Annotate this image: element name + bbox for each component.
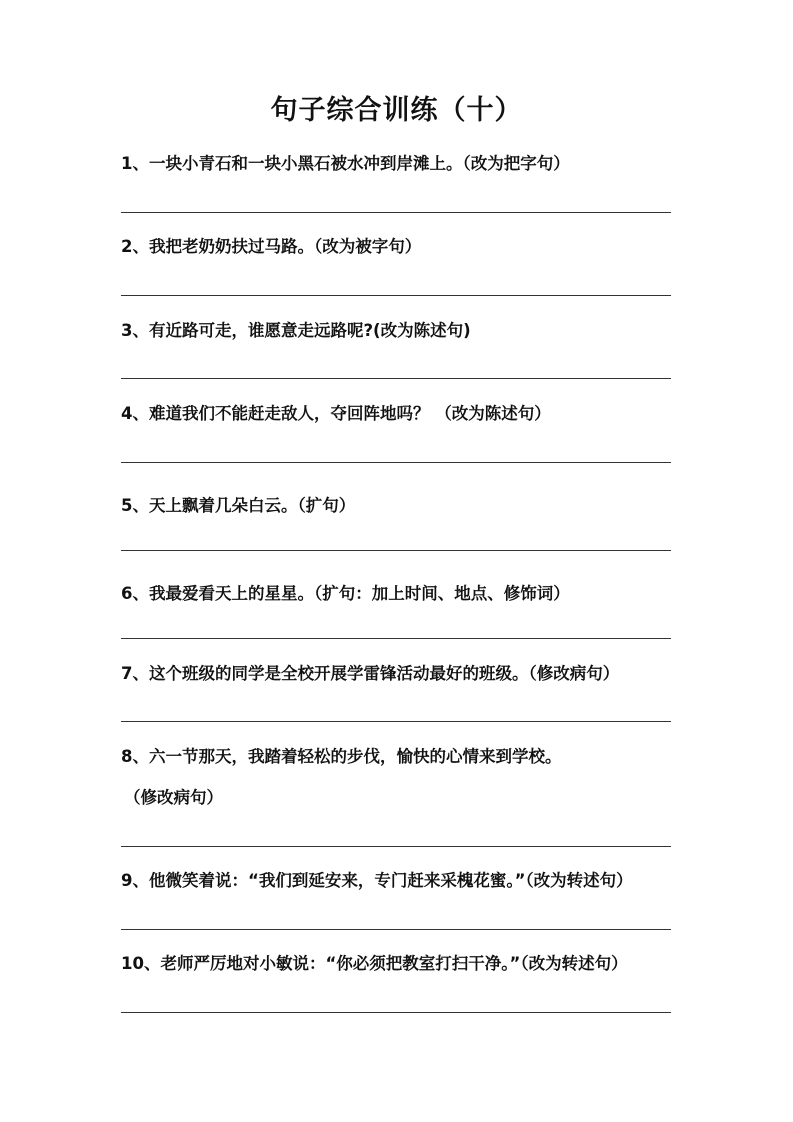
question-3: 3、有近路可走，谁愿意走远路呢?(改为陈述句) — [121, 321, 471, 340]
question-7: 7、这个班级的同学是全校开展学雷锋活动最好的班级。（修改病句） — [121, 664, 620, 683]
question-2: 2、我把老奶奶扶过马路。（改为被字句） — [121, 237, 422, 256]
question-10: 10、老师严厉地对小敏说：“你必须把教室打扫干净。”（改为转述句） — [121, 954, 628, 973]
question-5: 5、天上飘着几朵白云。（扩句） — [121, 496, 356, 515]
question-8: 8、六一节那天，我踏着轻松的步伐，愉快的心情来到学校。 — [121, 747, 562, 766]
question-9: 9、他微笑着说：“我们到延安来，专门赶来采槐花蜜。”（改为转述句） — [121, 871, 633, 890]
answer-line-8[interactable] — [121, 846, 671, 847]
answer-line-2[interactable] — [121, 295, 671, 296]
answer-line-9[interactable] — [121, 929, 671, 930]
question-4: 4、难道我们不能赶走敌人，夺回阵地吗？ （改为陈述句） — [121, 404, 551, 423]
page-title: 句子综合训练（十） — [270, 95, 523, 126]
answer-line-3[interactable] — [121, 378, 671, 379]
question-1: 1、一块小青石和一块小黑石被水冲到岸滩上。（改为把字句） — [121, 154, 570, 173]
answer-line-1[interactable] — [121, 212, 671, 213]
answer-line-6[interactable] — [121, 638, 671, 639]
question-6: 6、我最爱看天上的星星。（扩句：加上时间、地点、修饰词） — [121, 584, 570, 603]
answer-line-7[interactable] — [121, 721, 671, 722]
question-8-instruction: （修改病句） — [124, 788, 223, 807]
answer-line-5[interactable] — [121, 550, 671, 551]
answer-line-10[interactable] — [121, 1012, 671, 1013]
answer-line-4[interactable] — [121, 462, 671, 463]
